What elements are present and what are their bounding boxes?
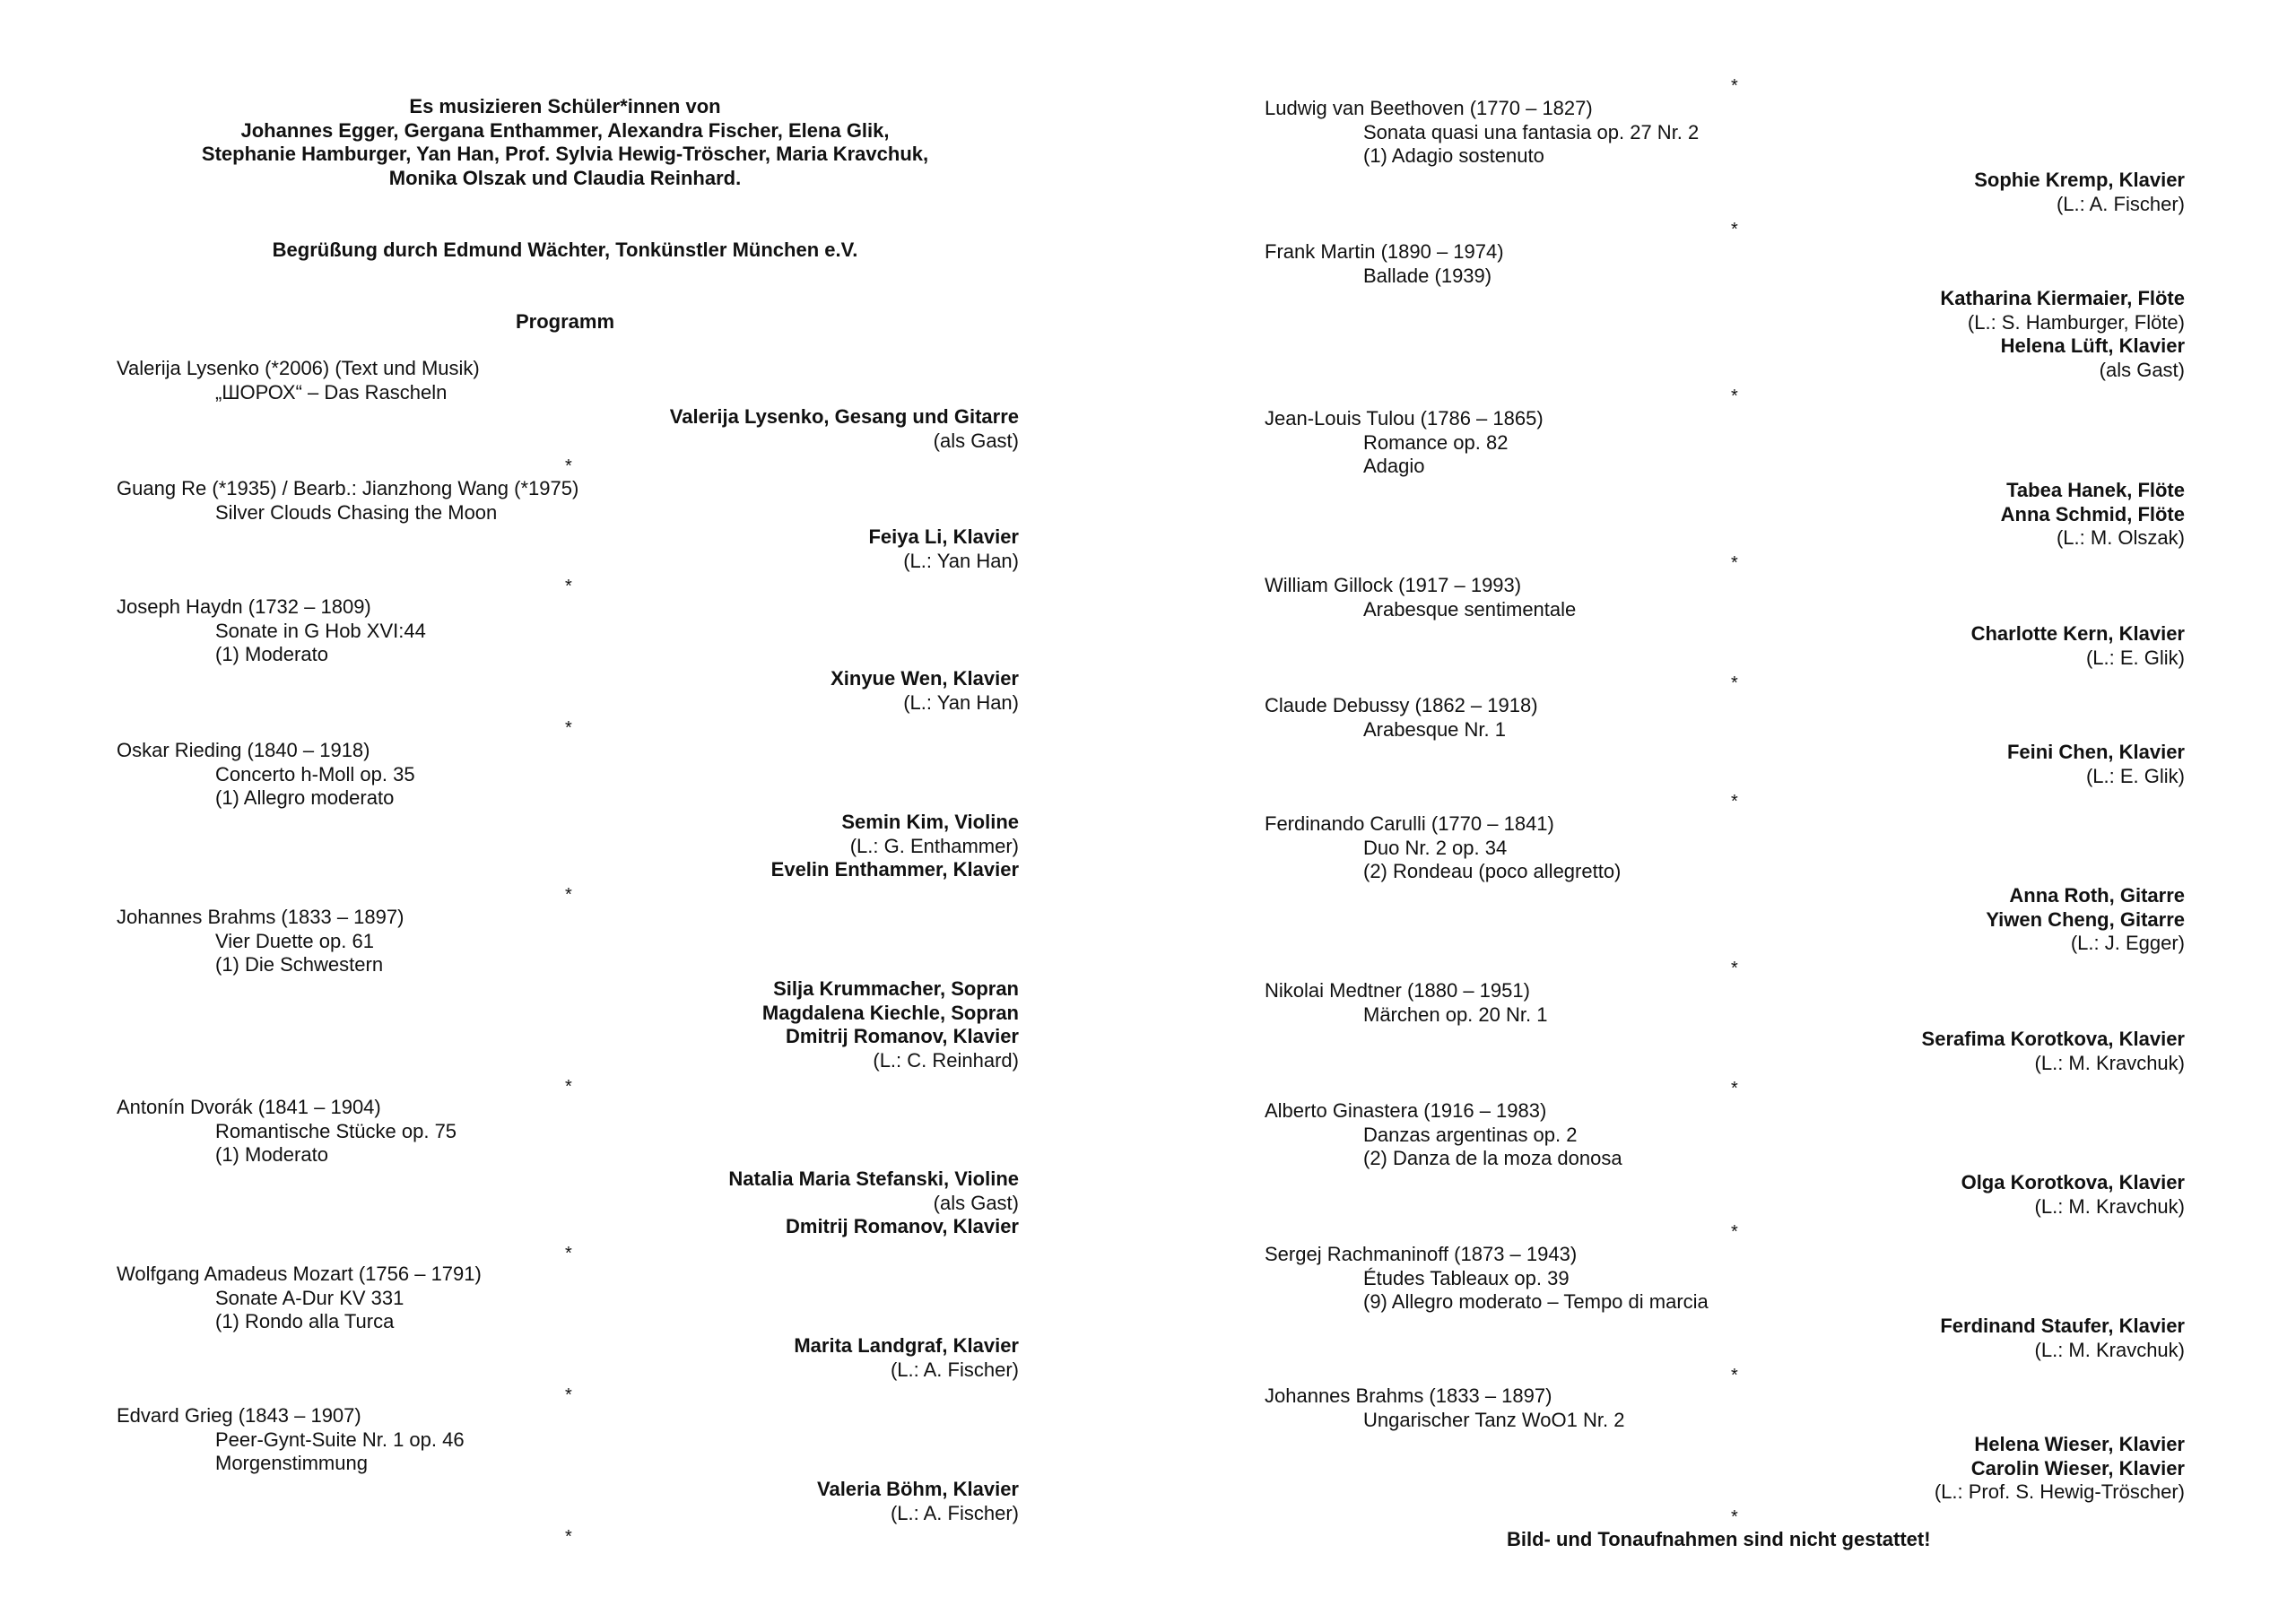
composer: Oskar Rieding (1840 – 1918) bbox=[117, 739, 370, 761]
separator: * bbox=[1731, 792, 1738, 812]
performer-note: (L.: Yan Han) bbox=[903, 549, 1019, 572]
separator: * bbox=[1731, 1222, 1738, 1242]
composer: Claude Debussy (1862 – 1918) bbox=[1265, 694, 1538, 716]
performer-note: (L.: E. Glik) bbox=[2085, 764, 2185, 787]
performer-note: (L.: Prof. S. Hewig-Tröscher) bbox=[1934, 1480, 2185, 1504]
work-title: Silver Clouds Chasing the Moon bbox=[215, 500, 498, 524]
performer-block bbox=[1940, 287, 2185, 383]
performer: Anna Roth, Gitarre bbox=[2009, 884, 2185, 907]
composer: Ludwig van Beethoven (1770 – 1827) bbox=[1265, 97, 1593, 119]
performer-block bbox=[728, 1167, 1019, 1239]
program-item bbox=[117, 1263, 482, 1334]
greeting: Begrüßung durch Edmund Wächter, Tonkünstler München e.V. bbox=[272, 239, 858, 261]
work-title: Arabesque Nr. 1 bbox=[1363, 717, 1506, 741]
composer: Alberto Ginastera (1916 – 1983) bbox=[1265, 1099, 1547, 1122]
work-movement: (1) Rondo alla Turca bbox=[215, 1310, 395, 1333]
performer: Ferdinand Staufer, Klavier bbox=[1940, 1315, 2185, 1337]
recording-notice: Bild- und Tonaufnahmen sind nicht gestattet! bbox=[1507, 1528, 1931, 1550]
performer-note: (als Gast) bbox=[2099, 359, 2185, 382]
work-title: Ungarischer Tanz WoO1 Nr. 2 bbox=[1363, 1408, 1625, 1431]
performer-block bbox=[1922, 1028, 2185, 1075]
performer: Sophie Kremp, Klavier bbox=[1974, 169, 2185, 191]
program-item bbox=[1265, 97, 1699, 169]
performer-block bbox=[1986, 884, 2185, 956]
performer: Carolin Wieser, Klavier bbox=[1970, 1456, 2185, 1480]
work-movement: (2) Rondeau (poco allegretto) bbox=[1363, 860, 1622, 883]
performer-note: (als Gast) bbox=[933, 429, 1019, 452]
performer-note: (L.: C. Reinhard) bbox=[873, 1049, 1019, 1072]
work-title: Concerto h-Moll op. 35 bbox=[215, 762, 415, 785]
program-item bbox=[117, 906, 404, 977]
program-item bbox=[117, 477, 578, 525]
work-movement: (1) Moderato bbox=[215, 643, 328, 666]
work-movement: Adagio bbox=[1363, 455, 1425, 478]
performer-block bbox=[1974, 169, 2185, 216]
separator: * bbox=[1731, 1366, 1738, 1385]
separator: * bbox=[1731, 1507, 1738, 1527]
intro-line: Johannes Egger, Gergana Enthammer, Alexandra Fischer, Elena Glik, bbox=[240, 118, 890, 142]
performer: Olga Korotkova, Klavier bbox=[1961, 1171, 2185, 1193]
performer-note: (L.: M. Kravchuk) bbox=[2034, 1194, 2185, 1218]
separator: * bbox=[1731, 1079, 1738, 1098]
intro-block bbox=[117, 95, 1013, 191]
performer: Yiwen Cheng, Gitarre bbox=[1986, 907, 2185, 931]
composer: Johannes Brahms (1833 – 1897) bbox=[117, 906, 404, 928]
performer-note: (L.: M. Kravchuk) bbox=[2034, 1338, 2185, 1361]
program-item bbox=[1265, 812, 1621, 884]
performer: Semin Kim, Violine bbox=[841, 811, 1019, 833]
composer: Sergej Rachmaninoff (1873 – 1943) bbox=[1265, 1243, 1578, 1265]
separator: * bbox=[565, 577, 572, 596]
composer: Johannes Brahms (1833 – 1897) bbox=[1265, 1384, 1552, 1407]
work-title: Duo Nr. 2 op. 34 bbox=[1363, 836, 1508, 859]
performer-block bbox=[762, 977, 1019, 1073]
performer: Silja Krummacher, Sopran bbox=[773, 977, 1019, 1000]
work-movement: (1) Allegro moderato bbox=[215, 786, 395, 810]
separator: * bbox=[565, 1527, 572, 1547]
composer: Jean-Louis Tulou (1786 – 1865) bbox=[1265, 407, 1544, 430]
program-item bbox=[117, 595, 426, 667]
composer: Joseph Haydn (1732 – 1809) bbox=[117, 595, 371, 618]
program-item bbox=[117, 1096, 457, 1167]
performer: Feini Chen, Klavier bbox=[2006, 741, 2185, 763]
performer-block bbox=[2007, 741, 2185, 788]
work-title: „ШОРОХ“ – Das Rascheln bbox=[215, 380, 448, 404]
program-item bbox=[1265, 1384, 1624, 1432]
performer-block bbox=[1961, 1171, 2185, 1219]
performer: Charlotte Kern, Klavier bbox=[1970, 622, 2185, 645]
work-title: Sonate A-Dur KV 331 bbox=[215, 1286, 404, 1309]
work-title: Märchen op. 20 Nr. 1 bbox=[1363, 1002, 1548, 1026]
performer-block bbox=[794, 1334, 1019, 1382]
work-title: Sonate in G Hob XVI:44 bbox=[215, 619, 426, 642]
work-movement: (1) Die Schwestern bbox=[215, 953, 384, 976]
performer: Tabea Hanek, Flöte bbox=[2006, 479, 2185, 501]
program-item bbox=[1265, 407, 1544, 479]
performer-note: (L.: J. Egger) bbox=[2070, 932, 2185, 955]
work-title: Romantische Stücke op. 75 bbox=[215, 1119, 457, 1142]
performer: Helena Wieser, Klavier bbox=[1974, 1433, 2185, 1455]
separator: * bbox=[565, 1244, 572, 1263]
separator: * bbox=[1731, 76, 1738, 96]
work-movement: (2) Danza de la moza donosa bbox=[1363, 1147, 1622, 1170]
program-item bbox=[1265, 979, 1547, 1027]
separator: * bbox=[565, 1385, 572, 1405]
program-item bbox=[117, 1404, 465, 1476]
separator: * bbox=[565, 718, 572, 738]
performer: Xinyue Wen, Klavier bbox=[831, 667, 1019, 690]
program-title: Programm bbox=[515, 310, 615, 333]
composer: Guang Re (*1935) / Bearb.: Jianzhong Wang (*1975) bbox=[117, 477, 579, 499]
performer: Dmitrij Romanov, Klavier bbox=[786, 1215, 1019, 1238]
work-title: Romance op. 82 bbox=[1363, 430, 1509, 454]
performer: Evelin Enthammer, Klavier bbox=[770, 858, 1019, 881]
separator: * bbox=[565, 885, 572, 905]
performer-note: (L.: A. Fischer) bbox=[2056, 192, 2185, 215]
work-title: Danzas argentinas op. 2 bbox=[1363, 1123, 1578, 1146]
work-title: Vier Duette op. 61 bbox=[215, 929, 374, 952]
work-title: Peer-Gynt-Suite Nr. 1 op. 46 bbox=[215, 1428, 465, 1451]
performer-note: (L.: M. Olszak) bbox=[2056, 526, 2185, 550]
performer-block bbox=[2001, 479, 2185, 551]
work-movement: (9) Allegro moderato – Tempo di marcia bbox=[1363, 1290, 1709, 1314]
performer: Helena Lüft, Klavier bbox=[2000, 334, 2185, 358]
performer-block bbox=[868, 525, 1019, 573]
performer: Valerija Lysenko, Gesang und Gitarre bbox=[669, 405, 1019, 428]
program-item bbox=[1265, 1243, 1709, 1315]
separator: * bbox=[1731, 673, 1738, 693]
intro-line: Es musizieren Schüler*innen von bbox=[409, 95, 721, 117]
work-movement: Morgenstimmung bbox=[215, 1452, 368, 1475]
composer: Wolfgang Amadeus Mozart (1756 – 1791) bbox=[117, 1263, 482, 1285]
performer-block bbox=[1971, 622, 2185, 670]
separator: * bbox=[565, 456, 572, 476]
intro-line: Stephanie Hamburger, Yan Han, Prof. Sylvia Hewig-Tröscher, Maria Kravchuk, bbox=[201, 143, 929, 166]
performer-note: (L.: A. Fischer) bbox=[890, 1501, 1019, 1524]
composer: Nikolai Medtner (1880 – 1951) bbox=[1265, 979, 1530, 1002]
composer: Ferdinando Carulli (1770 – 1841) bbox=[1265, 812, 1554, 835]
composer: Valerija Lysenko (*2006) (Text und Musik) bbox=[117, 357, 480, 379]
performer-block bbox=[831, 667, 1019, 715]
performer: Valeria Böhm, Klavier bbox=[817, 1478, 1019, 1500]
performer: Anna Schmid, Flöte bbox=[2000, 502, 2185, 525]
separator: * bbox=[1731, 959, 1738, 978]
performer-block bbox=[670, 405, 1019, 453]
program-item bbox=[1265, 694, 1538, 742]
performer-block bbox=[817, 1478, 1019, 1525]
performer-note: (L.: Yan Han) bbox=[903, 690, 1019, 714]
composer: Frank Martin (1890 – 1974) bbox=[1265, 240, 1504, 263]
separator: * bbox=[1731, 386, 1738, 406]
performer-note: (L.: M. Kravchuk) bbox=[2034, 1051, 2185, 1074]
performer: Feiya Li, Klavier bbox=[868, 525, 1019, 548]
performer-note: (L.: G. Enthammer) bbox=[849, 834, 1019, 857]
work-title: Arabesque sentimentale bbox=[1363, 597, 1577, 621]
program-item bbox=[1265, 574, 1576, 621]
performer-note: (L.: A. Fischer) bbox=[890, 1358, 1019, 1381]
intro-line: Monika Olszak und Claudia Reinhard. bbox=[388, 167, 742, 190]
performer: Magdalena Kiechle, Sopran bbox=[761, 1001, 1019, 1024]
program-item bbox=[117, 357, 480, 404]
performer-block bbox=[1940, 1315, 2185, 1362]
separator: * bbox=[1731, 553, 1738, 573]
performer: Marita Landgraf, Klavier bbox=[794, 1334, 1019, 1357]
program-item bbox=[1265, 1099, 1622, 1171]
work-title: Ballade (1939) bbox=[1363, 264, 1492, 287]
performer-note: (als Gast) bbox=[933, 1191, 1019, 1214]
performer-note: (L.: S. Hamburger, Flöte) bbox=[1967, 310, 2185, 334]
work-movement: (1) Moderato bbox=[215, 1143, 328, 1167]
composer: Edvard Grieg (1843 – 1907) bbox=[117, 1404, 361, 1427]
program-item bbox=[1265, 240, 1504, 288]
performer-block bbox=[1935, 1433, 2185, 1505]
work-movement: (1) Adagio sostenuto bbox=[1363, 144, 1544, 168]
composer: William Gillock (1917 – 1993) bbox=[1265, 574, 1522, 596]
performer-block bbox=[771, 811, 1019, 882]
work-title: Études Tableaux op. 39 bbox=[1363, 1266, 1570, 1289]
program-item bbox=[117, 739, 415, 811]
composer: Antonín Dvorák (1841 – 1904) bbox=[117, 1096, 381, 1118]
separator: * bbox=[1731, 220, 1738, 239]
performer: Dmitrij Romanov, Klavier bbox=[786, 1025, 1019, 1048]
performer: Katharina Kiermaier, Flöte bbox=[1940, 287, 2185, 309]
performer: Serafima Korotkova, Klavier bbox=[1921, 1028, 2185, 1050]
separator: * bbox=[565, 1077, 572, 1097]
performer: Natalia Maria Stefanski, Violine bbox=[728, 1167, 1019, 1190]
work-title: Sonata quasi una fantasia op. 27 Nr. 2 bbox=[1363, 120, 1700, 143]
performer-note: (L.: E. Glik) bbox=[2085, 646, 2185, 669]
